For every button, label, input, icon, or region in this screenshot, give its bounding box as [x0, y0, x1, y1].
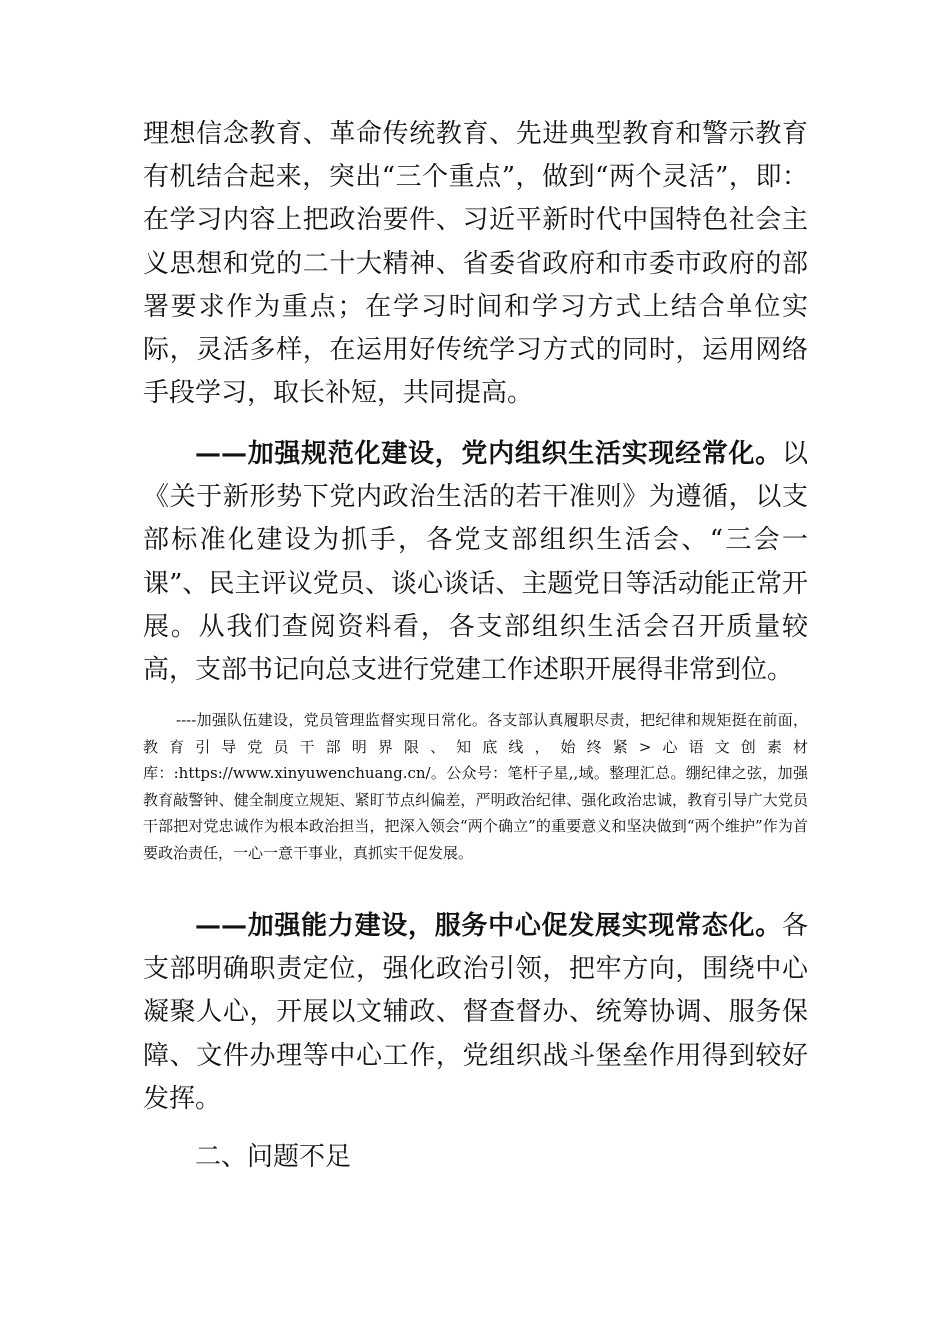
- section-heading-text: 二、问题不足: [195, 1142, 352, 1172]
- paragraph-team-building: [143, 707, 808, 866]
- paragraph-education-integration: [143, 113, 808, 415]
- paragraph-text: 以《关于新形势下党内政治生活的若干准则》为遵循，以支部标准化建设为抓手，各党支部组织生活会、“三会一课”、民主评议党员、谈心谈话、主题党日等活动能正常开展。从我们查阅资料看，各支部组织生活会召开质量较高，支部书记向总支进行党建工作述职开展得非常到位。: [143, 439, 808, 686]
- paragraph-capacity-building: [143, 905, 808, 1121]
- section-heading-problems: [143, 1136, 808, 1179]
- paragraph-standardization: [143, 433, 808, 692]
- paragraph-text: 理想信念教育、革命传统教育、先进典型教育和警示教育有机结合起来，突出“三个重点”，做到“两个灵活”，即：在学习内容上把政治要件、习近平新时代中国特色社会主义思想和党的二十大精神、省委省政府和市委市政府的部署要求作为重点；在学习时间和学习方式上结合单位实际，灵活多样，在运用好传统学习方式的同时，运用网络手段学习，取长补短，共同提高。: [143, 119, 808, 409]
- paragraph-heading-bold: ——加强能力建设，服务中心促发展实现常态化。: [195, 911, 782, 941]
- paragraph-text: ----加强队伍建设，党员管理监督实现日常化。各支部认真履职尽责，把纪律和规矩挺在前面，教育引导党员干部明界限、知底线，始终紧>心语文创素材库：:https://www.xinyuwenchuang.cn/。公众号：笔杆子星,,域。整理汇总。绷纪律之弦，加强教育敲警钟、健全制度立规矩、紧盯节点纠偏差，严明政治纪律、强化政治忠诚，教育引导广大党员干部把对党忠诚作为根本政治担当，把深入领会“两个确立”的重要意义和坚决做到“两个维护”作为首要政治责任，一心一意干事业，真抓实干促发展。: [143, 711, 808, 862]
- paragraph-heading-bold: ——加强规范化建设，党内组织生活实现经常化。: [195, 439, 782, 469]
- paragraph-text: 各支部明确职责定位，强化政治引领，把牢方向，围绕中心凝聚人心，开展以文辅政、督查督办、统筹协调、服务保障、文件办理等中心工作，党组织战斗堡垒作用得到较好发挥。: [143, 911, 808, 1114]
